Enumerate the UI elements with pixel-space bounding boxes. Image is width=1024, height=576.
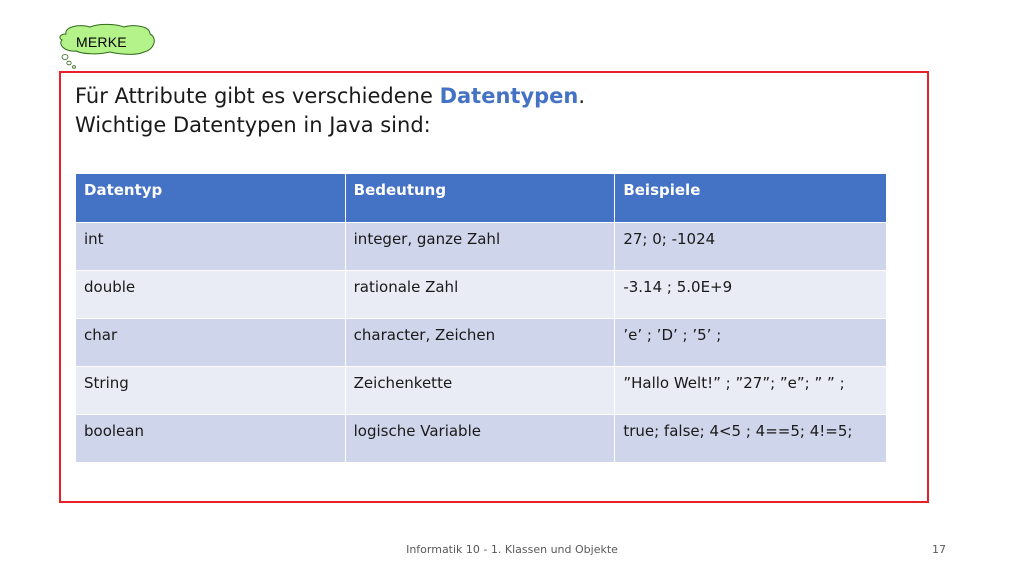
table-row xyxy=(76,223,887,271)
cell-datentyp: String xyxy=(76,367,346,415)
table-row xyxy=(76,367,887,415)
header-datentyp: Datentyp xyxy=(76,174,346,223)
merke-label: MERKE xyxy=(76,34,127,50)
table-row xyxy=(76,319,887,367)
page-number: 17 xyxy=(932,543,946,556)
table-row xyxy=(76,271,887,319)
heading-line2: Wichtige Datentypen in Java sind: xyxy=(75,113,431,137)
cell-datentyp: double xyxy=(76,271,346,319)
heading-line1-suffix: . xyxy=(578,84,586,108)
table-header-row xyxy=(76,174,887,223)
cell-beispiele: ’e’ ; ’D’ ; ’5’ ; xyxy=(615,319,887,367)
cell-datentyp: int xyxy=(76,223,346,271)
table-row xyxy=(76,415,887,463)
footer-text: Informatik 10 - 1. Klassen und Objekte xyxy=(406,543,618,556)
header-beispiele: Beispiele xyxy=(615,174,887,223)
heading-highlight: Datentypen xyxy=(439,84,579,108)
slide-heading xyxy=(75,82,585,140)
cell-beispiele: 27; 0; -1024 xyxy=(615,223,887,271)
cell-beispiele: true; false; 4<5 ; 4==5; 4!=5; xyxy=(615,415,887,463)
heading-line1-prefix: Für Attribute gibt es verschiedene xyxy=(75,84,440,108)
cell-beispiele: ”Hallo Welt!” ; ”27”; ”e”; ” ” ; xyxy=(615,367,887,415)
cell-datentyp: boolean xyxy=(76,415,346,463)
cell-bedeutung: Zeichenkette xyxy=(345,367,615,415)
cell-bedeutung: logische Variable xyxy=(345,415,615,463)
cell-datentyp: char xyxy=(76,319,346,367)
cell-bedeutung: integer, ganze Zahl xyxy=(345,223,615,271)
cell-bedeutung: character, Zeichen xyxy=(345,319,615,367)
datatype-table xyxy=(75,173,887,463)
cell-beispiele: -3.14 ; 5.0E+9 xyxy=(615,271,887,319)
header-bedeutung: Bedeutung xyxy=(345,174,615,223)
cell-bedeutung: rationale Zahl xyxy=(345,271,615,319)
merke-callout xyxy=(54,22,160,70)
